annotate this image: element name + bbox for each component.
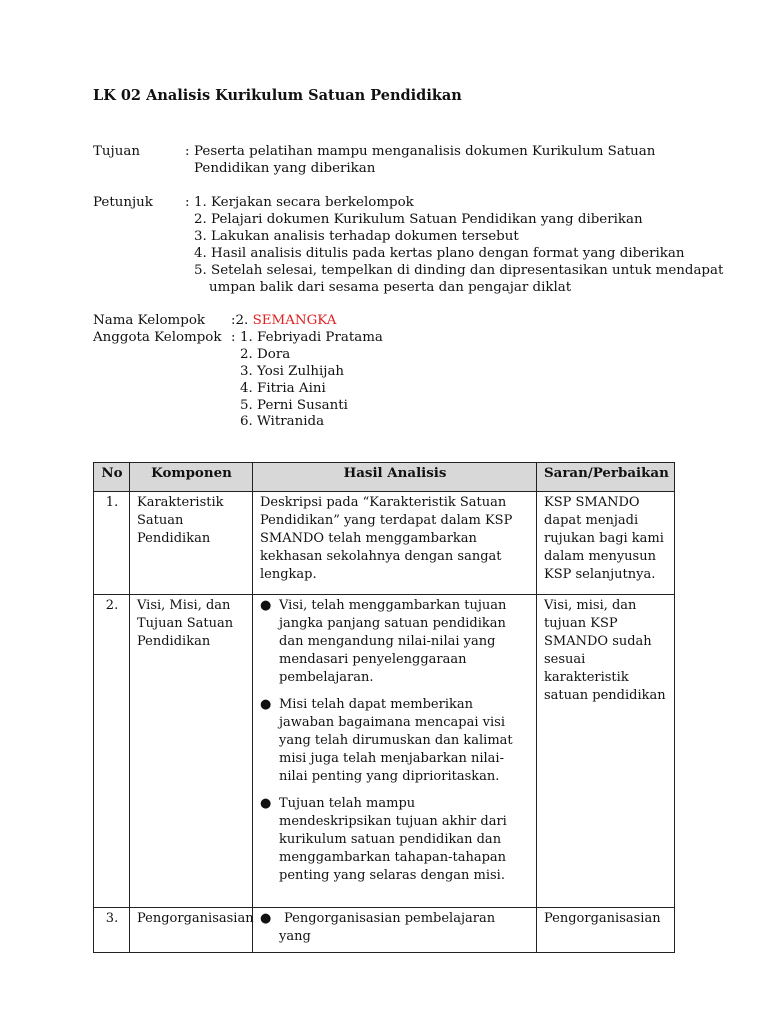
bullet-text: Pengorganisasian pembelajaran yang (279, 911, 496, 944)
petunjuk-item: 4. Hasil analisis ditulis pada kertas plano dengan format yang diberikan (194, 246, 685, 261)
header-komponen: Komponen (130, 463, 253, 492)
petunjuk-colon: : (185, 195, 190, 210)
nama-kelompok-prefix: :2. (231, 313, 249, 328)
petunjuk-item: 3. Lakukan analisis terhadap dokumen tersebut (194, 229, 519, 244)
anggota-colon: : (231, 330, 236, 345)
cell-hasil (253, 595, 537, 908)
anggota-item: 5. Perni Susanti (240, 398, 348, 413)
header-no: No (94, 463, 130, 492)
petunjuk-label: Petunjuk (93, 195, 153, 210)
cell-saran: Visi, misi, dan tujuan KSP SMANDO sudah sesuai karakteristik satuan pendidikan (537, 595, 675, 908)
bullet-text: Visi, telah menggambarkan tujuan jangka panjang satuan pendidikan dan mengandung nilai-nilai yang mendasari penyelenggaraan pembelajaran. (279, 598, 507, 685)
cell-no: 1. (94, 492, 130, 595)
anggota-item: 3. Yosi Zulhijah (240, 364, 345, 379)
cell-komponen: Karakteristik Satuan Pendidikan (130, 492, 253, 595)
nama-kelompok-value (231, 312, 336, 329)
petunjuk-item: 5. Setelah selesai, tempelkan di dinding dan dipresentasikan untuk mendapat (194, 263, 724, 278)
anggota-item: 4. Fitria Aini (240, 381, 326, 396)
cell-saran: KSP SMANDO dapat menjadi rujukan bagi kami dalam menyusun KSP selanjutnya. (537, 492, 675, 595)
list-item (260, 910, 530, 946)
bullet-icon: ● (260, 598, 272, 613)
header-saran-perbaikan: Saran/Perbaikan (537, 463, 675, 492)
list-item (260, 696, 530, 786)
header-hasil-analisis: Hasil Analisis (253, 463, 537, 492)
cell-no: 2. (94, 595, 130, 908)
hasil-bullet-list (260, 910, 530, 946)
table-header-row (94, 463, 675, 492)
cell-komponen: Pengorganisasian (130, 908, 253, 953)
bullet-icon: ● (260, 796, 272, 811)
cell-hasil: Deskripsi pada “Karakteristik Satuan Pendidikan” yang terdapat dalam KSP SMANDO telah menggambarkan kekhasan sekolahnya dengan sangat lengkap. (253, 492, 537, 595)
cell-hasil (253, 908, 537, 953)
petunjuk-item: 1. Kerjakan secara berkelompok (194, 195, 414, 210)
table-row (94, 492, 675, 595)
bullet-text: Misi telah dapat memberikan jawaban bagaimana mencapai visi yang telah dirumuskan dan kalimat misi juga telah menjabarkan nilai-nilai penting yang diprioritaskan. (279, 697, 513, 784)
list-item (260, 795, 530, 885)
tujuan-label: Tujuan (93, 144, 140, 159)
anggota-item: 6. Witranida (240, 414, 325, 429)
table-row (94, 595, 675, 908)
tujuan-text-line2: Pendidikan yang diberikan (194, 161, 376, 176)
tujuan-text-line1: Peserta pelatihan mampu menganalisis dokumen Kurikulum Satuan (194, 144, 656, 159)
cell-saran: Pengorganisasian (537, 908, 675, 953)
bullet-text: Tujuan telah mampu mendeskripsikan tujuan akhir dari kurikulum satuan pendidikan dan menggambarkan tahapan-tahapan penting yang selaras dengan misi. (279, 796, 507, 883)
nama-kelompok-name: SEMANGKA (252, 313, 337, 328)
cell-no: 3. (94, 908, 130, 953)
list-item (260, 597, 530, 687)
anggota-item: 2. Dora (240, 347, 291, 362)
nama-kelompok-label: Nama Kelompok (93, 313, 205, 328)
tujuan-colon: : (185, 144, 190, 159)
petunjuk-item-continuation: umpan balik dari sesama peserta dan pengajar diklat (209, 280, 572, 295)
document-title: LK 02 Analisis Kurikulum Satuan Pendidikan (93, 87, 462, 104)
bullet-icon: ● (260, 911, 272, 926)
anggota-item: 1. Febriyadi Pratama (240, 330, 383, 345)
analysis-table (93, 462, 675, 953)
table-row (94, 908, 675, 953)
anggota-kelompok-label: Anggota Kelompok (93, 330, 222, 345)
hasil-bullet-list (260, 597, 530, 885)
cell-komponen: Visi, Misi, dan Tujuan Satuan Pendidikan (130, 595, 253, 908)
petunjuk-item: 2. Pelajari dokumen Kurikulum Satuan Pendidikan yang diberikan (194, 212, 643, 227)
bullet-icon: ● (260, 697, 272, 712)
